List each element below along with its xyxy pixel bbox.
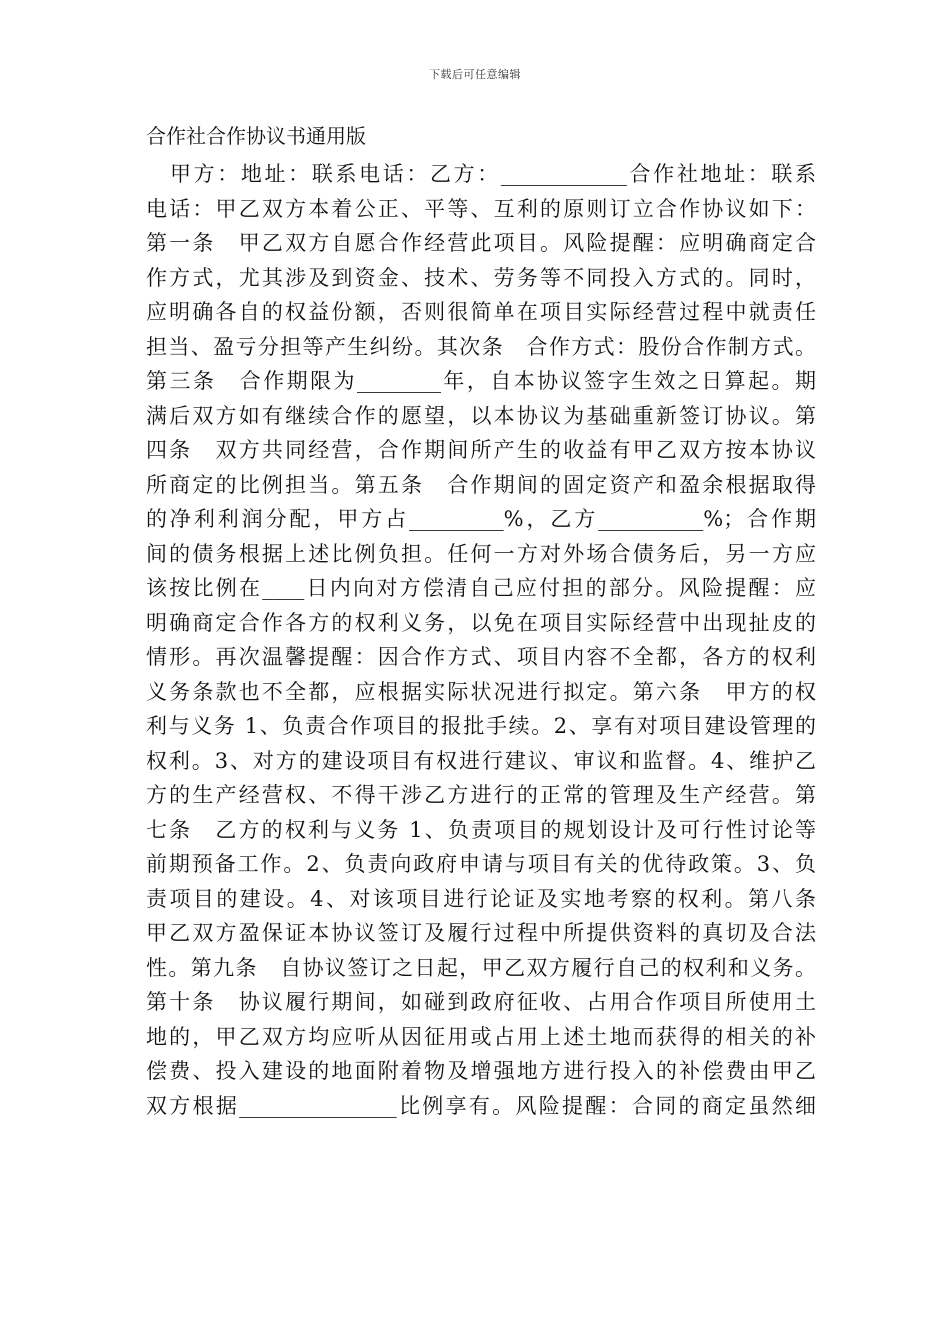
page-header: 下载后可任意编辑 <box>429 68 521 81</box>
paragraph-line: 明确商定合作各方的权利义务，以免在项目实际经营中出现扯皮的 <box>146 610 816 635</box>
paragraph-line: 第一条 甲乙双方自愿合作经营此项目。风险提醒：应明确商定合 <box>146 231 816 255</box>
paragraph-line: 甲乙双方盈保证本协议签订及履行过程中所提供资料的真切及合法 <box>146 921 816 945</box>
paragraph-line: 第三条 合作期限为________年，自本协议签字生效之日算起。期 <box>146 369 816 393</box>
paragraph-line: 作方式，尤其涉及到资金、技术、劳务等不同投入方式的。同时， <box>146 265 816 290</box>
paragraph-line: 地的，甲乙双方均应听从因征用或占用上述土地而获得的相关的补 <box>146 1024 816 1049</box>
paragraph-line: 甲方：地址：联系电话：乙方：____________合作社地址：联系 <box>170 162 816 186</box>
paragraph-line: 四条 双方共同经营，合作期间所产生的收益有甲乙双方按本协议 <box>146 438 816 462</box>
paragraph-line: 应明确各自的权益份额，否则很简单在项目实际经营过程中就责任 <box>146 300 816 324</box>
paragraph-line: 所商定的比例担当。第五条 合作期间的固定资产和盈余根据取得 <box>146 472 816 497</box>
paragraph-line: 性。第九条 自协议签订之日起，甲乙双方履行自己的权利和义务。 <box>146 955 816 980</box>
paragraph-line: 权利。3、对方的建设项目有权进行建议、审议和监督。4、维护乙 <box>146 748 816 773</box>
paragraph-line: 第十条 协议履行期间，如碰到政府征收、占用合作项目所使用土 <box>146 990 816 1014</box>
paragraph-line: 情形。再次温馨提醒：因合作方式、项目内容不全都，各方的权利 <box>146 645 816 669</box>
paragraph-line: 间的债务根据上述比例负担。任何一方对外场合债务后，另一方应 <box>146 541 816 566</box>
paragraph-line: 该按比例在____日内向对方偿清自己应付担的部分。风险提醒：应 <box>146 576 816 600</box>
document-title: 合作社合作协议书通用版 <box>146 124 366 148</box>
paragraph-line: 前期预备工作。2、负责向政府申请与项目有关的优待政策。3、负 <box>146 852 816 876</box>
paragraph-line: 七条 乙方的权利与义务 1、负责项目的规划设计及可行性讨论等 <box>146 817 816 842</box>
paragraph-line: 利与义务 1、负责合作项目的报批手续。2、享有对项目建设管理的 <box>146 714 816 738</box>
paragraph-line: 担当、盈亏分担等产生纠纷。其次条 合作方式：股份合作制方式。 <box>146 334 816 359</box>
paragraph-line: 偿费、投入建设的地面附着物及增强地方进行投入的补偿费由甲乙 <box>146 1059 816 1083</box>
paragraph-line: 满后双方如有继续合作的愿望，以本协议为基础重新签订协议。第 <box>146 403 816 428</box>
paragraph-line: 义务条款也不全都，应根据实际状况进行拟定。第六条 甲方的权 <box>146 679 816 704</box>
paragraph-line: 的净利利润分配，甲方占_________%，乙方__________%；合作期 <box>146 507 816 531</box>
paragraph-line: 责项目的建设。4、对该项目进行论证及实地考察的权利。第八条 <box>146 886 816 911</box>
paragraph-line: 双方根据_______________比例享有。风险提醒：合同的商定虽然细 <box>146 1093 816 1118</box>
document-body <box>146 157 816 1123</box>
paragraph-line: 方的生产经营权、不得干涉乙方进行的正常的管理及生产经营。第 <box>146 783 816 807</box>
paragraph-line: 电话：甲乙双方本着公正、平等、互利的原则订立合作协议如下： <box>146 196 816 221</box>
